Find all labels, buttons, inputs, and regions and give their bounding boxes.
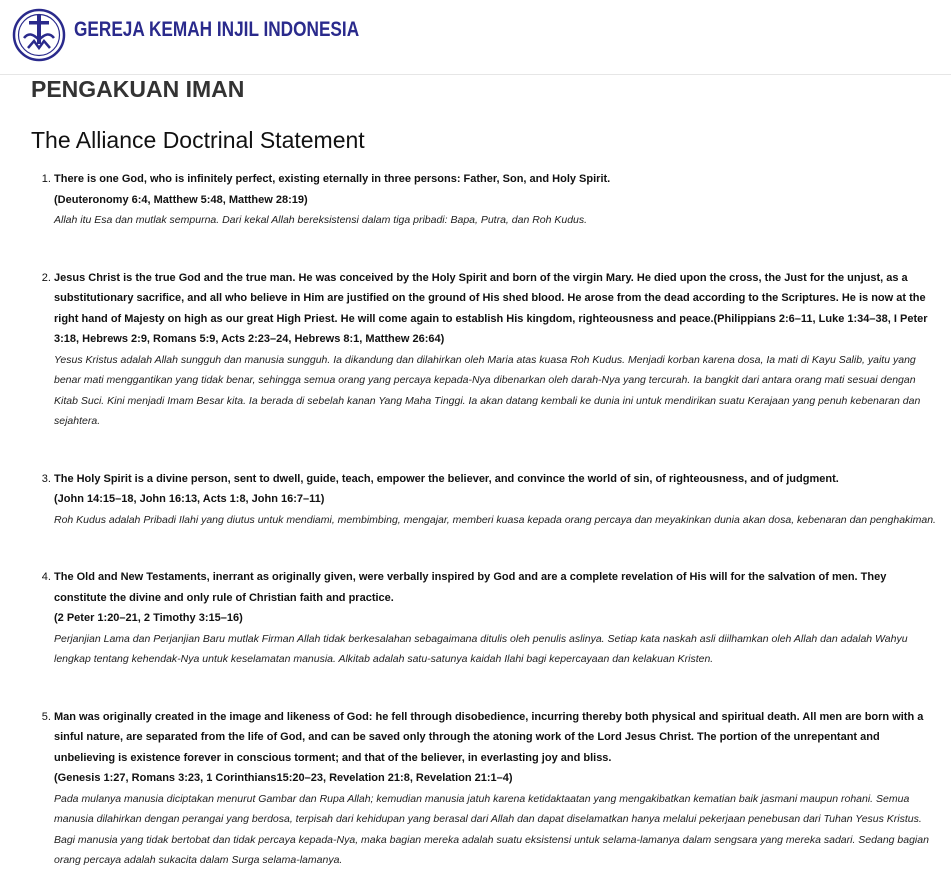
doctrine-references: (Genesis 1:27, Romans 3:23, 1 Corinthians15:20–23, Revelation 21:8, Revelation 21:1–4) bbox=[54, 772, 513, 784]
doctrine-english-text: 4. The Old and New Testaments, inerrant as originally given, were verbally inspired by God and are a complete revelation of His will for the salvation of men. They constitute the divine and only rule of Christian faith and practice. bbox=[54, 571, 887, 604]
page-title: PENGAKUAN IMAN bbox=[31, 76, 245, 102]
doctrine-english-text: 5. Man was originally created in the image and likeness of God: he fell through disobedience, incurring thereby both physical and spiritual death. All men are born with a sinful nature, are separated from the life of God, and can be saved only through the atoning work of the Lord Jesus Christ. The portion of the unrepentant and unbelieving is existence forever in conscious torment; and that of the believer, in everlasting joy and bliss. bbox=[54, 710, 924, 764]
doctrine-list bbox=[31, 169, 939, 871]
doctrine-item bbox=[54, 469, 939, 531]
doctrine-english-text: 2. Jesus Christ is the true God and the true man. He was conceived by the Holy Spirit and born of the virgin Mary. He died upon the cross, the Just for the unjust, as a substitutionary sacrifice, and all who believe in Him are justified on the ground of His shed blood. He arose from the dead according to the Scriptures. He is now at the right hand of Majesty on high as our great High Priest. He will come again to establish His kingdom, righteousness and peace.(Philippians 2:6–11, Luke 1:34–38, I Peter 3:18, Hebrews 2:9, Romans 5:9, Acts 2:23–24, Hebrews 8:1, Matthew 26:64) bbox=[54, 271, 928, 345]
doctrine-item bbox=[54, 707, 939, 871]
main-content bbox=[0, 75, 951, 871]
doctrine-indonesian-text: Allah itu Esa dan mutlak sempurna. Dari kekal Allah bereksistensi dalam tiga pribadi: Bapa, Putra, dan Roh Kudus. bbox=[54, 214, 588, 226]
doctrine-indonesian-text: Pada mulanya manusia diciptakan menurut Gambar dan Rupa Allah; kemudian manusia jatuh karena ketidaktaatan yang mengakibatkan kematian baik jasmani maupun rohani. Semua manusia dilahirkan dengan perangai yang berdosa, terpisah dari kehidupan yang berasal dari Allah dan dapat diselamatkan hanya melalui pekerjaan penebusan dari Tuhan Yesus Kristus. Bagi manusia yang tidak bertobat dan tidak percaya kepada-Nya, maka bagian mereka adalah suatu eksistensi untuk selama-lamanya dalam sengsara yang mereka sadari. Sedang bagian orang percaya adalah sukacita dalam Surga selama-lamanya. bbox=[54, 792, 929, 866]
doctrine-references: (2 Peter 1:20–21, 2 Timothy 3:15–16) bbox=[54, 612, 243, 624]
doctrine-indonesian-text: Yesus Kristus adalah Allah sungguh dan manusia sungguh. Ia dikandung dan dilahirkan oleh Maria atas kuasa Roh Kudus. Menjadi korban karena dosa, Ia mati di Kayu Salib, yaitu yang benar mati menggantikan yang tidak benar, sehingga semua orang yang percaya kepada-Nya dibenarkan oleh darah-Nya yang tercurah. Ia bangkit dari antara orang mati sesuai dengan Kitab Suci. Kini menjadi Imam Besar kita. Ia berada di sebelah kanan Yang Maha Tinggi. Ia akan datang kembali ke dunia ini untuk mendirikan suatu Kerajaan yang penuh kebenaran dan sejahtera. bbox=[54, 353, 921, 427]
doctrine-indonesian-text: Roh Kudus adalah Pribadi Ilahi yang diutus untuk mendiami, membimbing, mengajar, memberi kuasa kepada orang percaya dan meyakinkan dunia akan dosa, kebenaran dan penghakiman. bbox=[54, 513, 936, 526]
church-logo-icon bbox=[12, 8, 66, 62]
doctrine-item bbox=[54, 268, 939, 432]
doctrine-item bbox=[54, 567, 939, 670]
doctrine-english-text: 1. There is one God, who is infinitely perfect, existing eternally in three persons: Father, Son, and Holy Spirit. bbox=[54, 173, 611, 185]
doctrine-references: (Deuteronomy 6:4, Matthew 5:48, Matthew 28:19) bbox=[54, 193, 308, 206]
doctrine-english-text: 3. The Holy Spirit is a divine person, sent to dwell, guide, teach, empower the believer, and convince the world of sin, of righteousness, and of judgment. bbox=[54, 472, 839, 485]
doctrine-references: (John 14:15–18, John 16:13, Acts 1:8, John 16:7–11) bbox=[54, 493, 325, 505]
site-header bbox=[0, 0, 951, 75]
logo-text: GEREJA KEMAH INJIL INDONESIA bbox=[74, 18, 360, 41]
doctrine-indonesian-text: Perjanjian Lama dan Perjanjian Baru mutlak Firman Allah tidak berkesalahan sebagaimana ditulis oleh penulis aslinya. Setiap kata naskah asli diilhamkan oleh Allah dan adalah Wahyu lengkap tentang kehendak-Nya untuk keselamatan manusia. Alkitab adalah satu-satunya kaidah Ilahi bagi kepercayaan dan kelakuan Kristen. bbox=[54, 632, 908, 665]
section-title: The Alliance Doctrinal Statement bbox=[31, 127, 365, 153]
doctrine-item bbox=[54, 169, 939, 231]
